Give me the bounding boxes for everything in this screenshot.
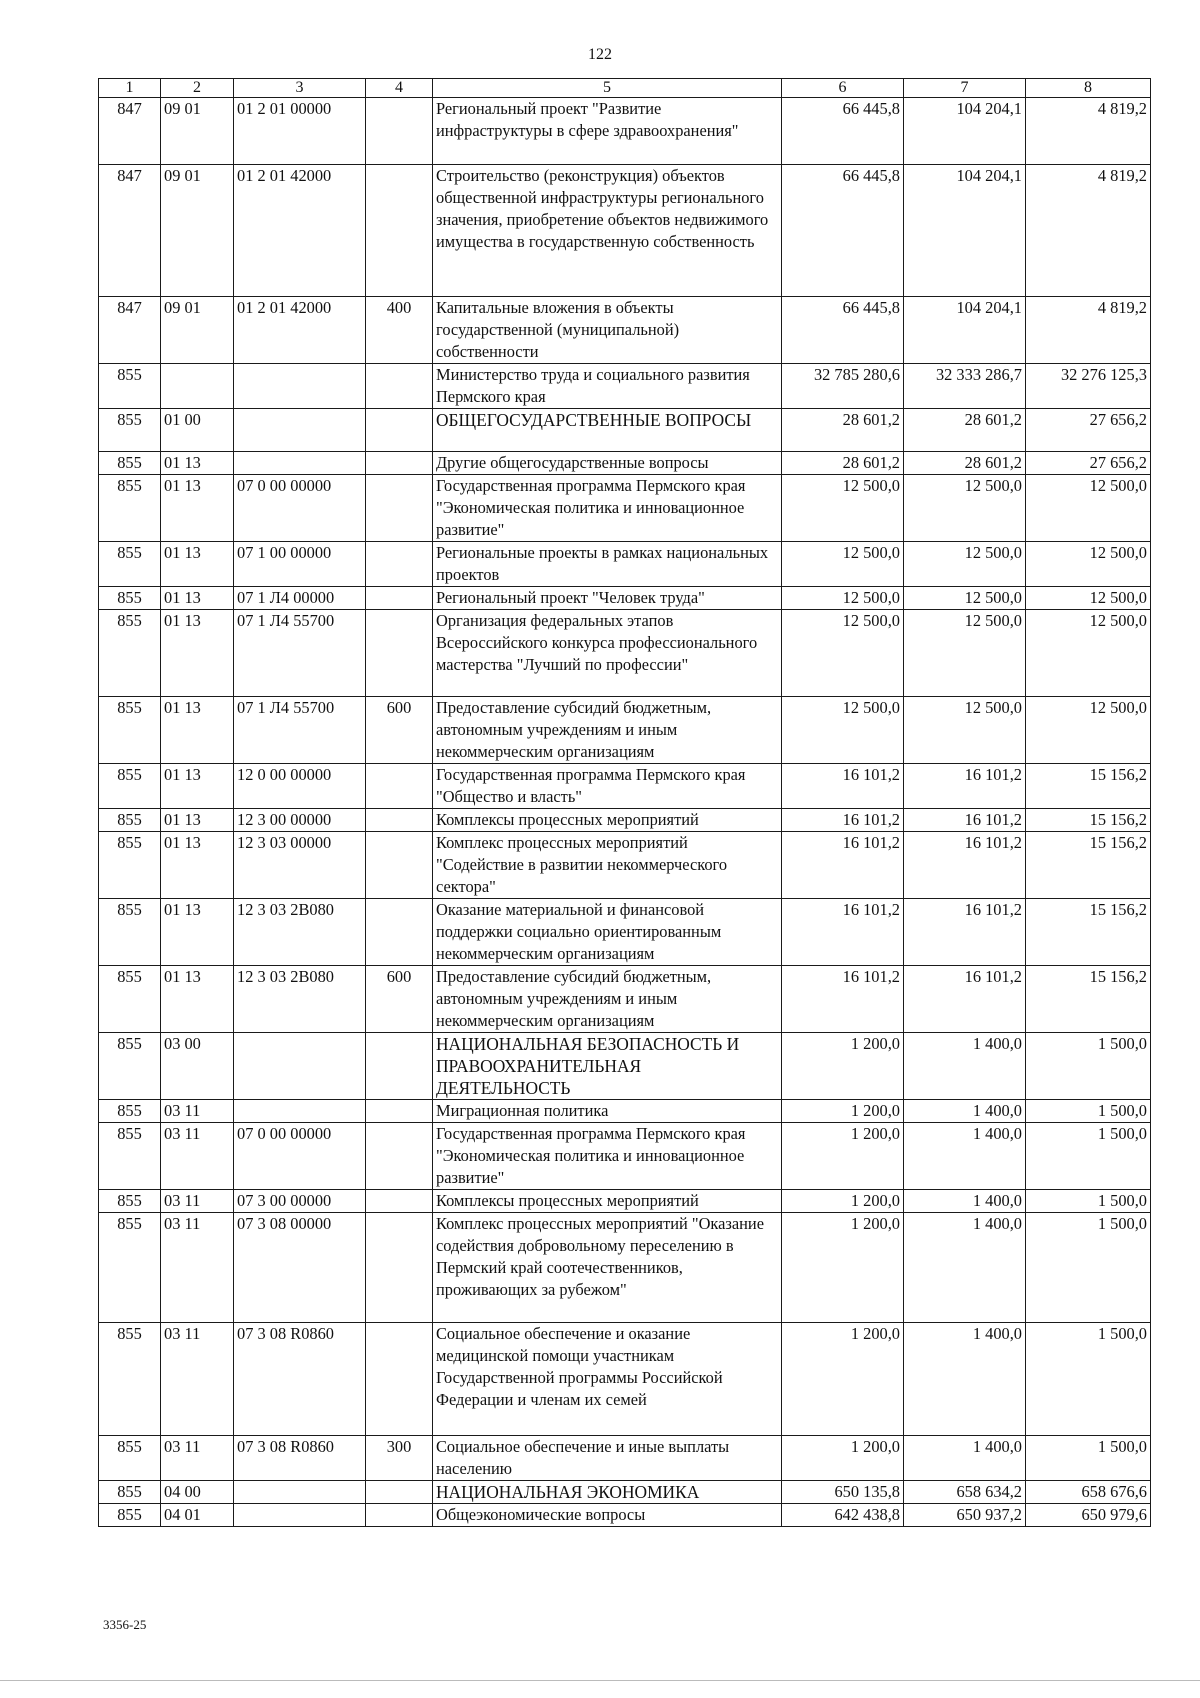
cell-target-code: 07 0 00 00000: [234, 1123, 366, 1190]
cell-admin-code: 855: [99, 1504, 161, 1527]
header-col-3: 3: [234, 79, 366, 98]
table-row: [99, 98, 1151, 165]
table-row: [99, 452, 1151, 475]
cell-expense-type: 300: [366, 1436, 433, 1481]
cell-expense-type: [366, 764, 433, 809]
cell-amount-col8: 4 819,2: [1026, 98, 1151, 165]
cell-amount-col8: 12 500,0: [1026, 697, 1151, 764]
table-row: [99, 587, 1151, 610]
cell-target-code: [234, 1033, 366, 1100]
cell-target-code: [234, 1504, 366, 1527]
cell-description: Министерство труда и социального развития Пермского края: [433, 364, 782, 409]
cell-amount-col7: 104 204,1: [904, 165, 1026, 297]
cell-section-code: 01 13: [161, 832, 234, 899]
cell-target-code: 07 0 00 00000: [234, 475, 366, 542]
cell-section-code: 01 13: [161, 542, 234, 587]
cell-section-code: 01 13: [161, 697, 234, 764]
cell-amount-col7: 16 101,2: [904, 899, 1026, 966]
cell-amount-col7: 16 101,2: [904, 809, 1026, 832]
cell-section-code: 03 11: [161, 1100, 234, 1123]
cell-description: Комплекс процессных мероприятий "Оказание содействия добровольному переселению в Пермский край соотечественников, проживающих за рубежом": [433, 1213, 782, 1323]
cell-description: ОБЩЕГОСУДАРСТВЕННЫЕ ВОПРОСЫ: [433, 409, 782, 452]
cell-description: Государственная программа Пермского края "Общество и власть": [433, 764, 782, 809]
cell-expense-type: [366, 587, 433, 610]
cell-expense-type: [366, 364, 433, 409]
cell-admin-code: 855: [99, 409, 161, 452]
cell-section-code: 09 01: [161, 98, 234, 165]
cell-amount-col8: 1 500,0: [1026, 1100, 1151, 1123]
cell-amount-col8: 650 979,6: [1026, 1504, 1151, 1527]
cell-admin-code: 847: [99, 297, 161, 364]
document-footer-code: 3356-25: [103, 1617, 147, 1632]
cell-amount-col6: 16 101,2: [782, 764, 904, 809]
cell-target-code: [234, 364, 366, 409]
cell-amount-col6: 28 601,2: [782, 409, 904, 452]
cell-target-code: 01 2 01 42000: [234, 297, 366, 364]
cell-amount-col7: 28 601,2: [904, 452, 1026, 475]
cell-amount-col6: 12 500,0: [782, 542, 904, 587]
table-row: [99, 966, 1151, 1033]
cell-amount-col7: 12 500,0: [904, 697, 1026, 764]
table-row: [99, 610, 1151, 697]
cell-amount-col6: 1 200,0: [782, 1100, 904, 1123]
cell-amount-col7: 650 937,2: [904, 1504, 1026, 1527]
header-col-5: 5: [433, 79, 782, 98]
cell-amount-col8: 1 500,0: [1026, 1323, 1151, 1436]
cell-amount-col6: 642 438,8: [782, 1504, 904, 1527]
cell-amount-col8: 4 819,2: [1026, 165, 1151, 297]
cell-target-code: 01 2 01 00000: [234, 98, 366, 165]
cell-amount-col6: 16 101,2: [782, 966, 904, 1033]
cell-amount-col6: 16 101,2: [782, 899, 904, 966]
header-col-6: 6: [782, 79, 904, 98]
cell-expense-type: [366, 1481, 433, 1504]
cell-admin-code: 855: [99, 1100, 161, 1123]
cell-admin-code: 855: [99, 452, 161, 475]
cell-admin-code: 855: [99, 1481, 161, 1504]
header-col-8: 8: [1026, 79, 1151, 98]
cell-amount-col6: 1 200,0: [782, 1436, 904, 1481]
cell-expense-type: 400: [366, 297, 433, 364]
cell-admin-code: 855: [99, 587, 161, 610]
cell-admin-code: 855: [99, 610, 161, 697]
cell-target-code: 07 1 Л4 00000: [234, 587, 366, 610]
cell-expense-type: [366, 1123, 433, 1190]
cell-target-code: 12 0 00 00000: [234, 764, 366, 809]
cell-admin-code: 847: [99, 165, 161, 297]
cell-section-code: 09 01: [161, 297, 234, 364]
cell-expense-type: [366, 832, 433, 899]
cell-description: Строительство (реконструкция) объектов общественной инфраструктуры регионального значения, приобретение объектов недвижимого имущества в государственную собственность: [433, 165, 782, 297]
cell-section-code: 09 01: [161, 165, 234, 297]
cell-target-code: 12 3 03 00000: [234, 832, 366, 899]
cell-amount-col7: 1 400,0: [904, 1033, 1026, 1100]
cell-description: Комплексы процессных мероприятий: [433, 1190, 782, 1213]
cell-section-code: 04 00: [161, 1481, 234, 1504]
cell-admin-code: 855: [99, 764, 161, 809]
cell-description: Миграционная политика: [433, 1100, 782, 1123]
cell-amount-col7: 1 400,0: [904, 1213, 1026, 1323]
cell-section-code: 01 13: [161, 966, 234, 1033]
cell-amount-col8: 1 500,0: [1026, 1190, 1151, 1213]
table-row: [99, 297, 1151, 364]
cell-amount-col8: 12 500,0: [1026, 542, 1151, 587]
cell-amount-col6: 650 135,8: [782, 1481, 904, 1504]
table-row: [99, 542, 1151, 587]
cell-amount-col7: 16 101,2: [904, 764, 1026, 809]
cell-admin-code: 855: [99, 475, 161, 542]
cell-amount-col8: 658 676,6: [1026, 1481, 1151, 1504]
header-row: [99, 79, 1151, 98]
cell-amount-col8: 15 156,2: [1026, 966, 1151, 1033]
cell-target-code: 07 3 08 R0860: [234, 1323, 366, 1436]
cell-target-code: [234, 409, 366, 452]
cell-amount-col7: 1 400,0: [904, 1123, 1026, 1190]
cell-section-code: 01 13: [161, 475, 234, 542]
cell-admin-code: 847: [99, 98, 161, 165]
cell-expense-type: [366, 1323, 433, 1436]
cell-description: Социальное обеспечение и иные выплаты населению: [433, 1436, 782, 1481]
cell-description: Государственная программа Пермского края "Экономическая политика и инновационное развитие": [433, 1123, 782, 1190]
cell-amount-col8: 15 156,2: [1026, 764, 1151, 809]
cell-expense-type: [366, 1504, 433, 1527]
table-row: [99, 809, 1151, 832]
cell-expense-type: [366, 1190, 433, 1213]
cell-admin-code: 855: [99, 1323, 161, 1436]
cell-amount-col6: 12 500,0: [782, 697, 904, 764]
cell-amount-col6: 1 200,0: [782, 1033, 904, 1100]
cell-expense-type: [366, 165, 433, 297]
cell-admin-code: 855: [99, 1436, 161, 1481]
cell-amount-col8: 1 500,0: [1026, 1213, 1151, 1323]
cell-target-code: 07 3 00 00000: [234, 1190, 366, 1213]
table-row: [99, 1504, 1151, 1527]
cell-expense-type: [366, 899, 433, 966]
cell-amount-col8: 1 500,0: [1026, 1123, 1151, 1190]
cell-target-code: 07 3 08 00000: [234, 1213, 366, 1323]
cell-target-code: 07 3 08 R0860: [234, 1436, 366, 1481]
table-row: [99, 1481, 1151, 1504]
cell-description: Предоставление субсидий бюджетным, автономным учреждениям и иным некоммерческим организациям: [433, 697, 782, 764]
cell-section-code: 01 13: [161, 587, 234, 610]
cell-target-code: 07 1 Л4 55700: [234, 610, 366, 697]
cell-admin-code: 855: [99, 1213, 161, 1323]
cell-amount-col8: 15 156,2: [1026, 809, 1151, 832]
cell-amount-col8: 1 500,0: [1026, 1033, 1151, 1100]
cell-amount-col8: 12 500,0: [1026, 610, 1151, 697]
cell-description: Капитальные вложения в объекты государственной (муниципальной) собственности: [433, 297, 782, 364]
cell-amount-col6: 16 101,2: [782, 832, 904, 899]
cell-amount-col7: 658 634,2: [904, 1481, 1026, 1504]
cell-section-code: 01 13: [161, 452, 234, 475]
header-col-1: 1: [99, 79, 161, 98]
cell-expense-type: [366, 1100, 433, 1123]
cell-expense-type: [366, 98, 433, 165]
cell-description: НАЦИОНАЛЬНАЯ ЭКОНОМИКА: [433, 1481, 782, 1504]
cell-target-code: [234, 452, 366, 475]
cell-amount-col7: 104 204,1: [904, 98, 1026, 165]
cell-amount-col7: 1 400,0: [904, 1190, 1026, 1213]
table-row: [99, 1213, 1151, 1323]
cell-target-code: [234, 1100, 366, 1123]
cell-amount-col6: 12 500,0: [782, 610, 904, 697]
cell-description: Другие общегосударственные вопросы: [433, 452, 782, 475]
cell-amount-col6: 66 445,8: [782, 297, 904, 364]
cell-amount-col7: 1 400,0: [904, 1323, 1026, 1436]
cell-amount-col8: 12 500,0: [1026, 475, 1151, 542]
cell-admin-code: 855: [99, 364, 161, 409]
cell-expense-type: [366, 1213, 433, 1323]
cell-description: Комплекс процессных мероприятий "Содействие в развитии некоммерческого сектора": [433, 832, 782, 899]
cell-amount-col6: 1 200,0: [782, 1190, 904, 1213]
cell-amount-col7: 1 400,0: [904, 1436, 1026, 1481]
cell-description: Оказание материальной и финансовой поддержки социально ориентированным некоммерческим организациям: [433, 899, 782, 966]
cell-description: Региональный проект "Развитие инфраструктуры в сфере здравоохранения": [433, 98, 782, 165]
cell-admin-code: 855: [99, 697, 161, 764]
cell-description: Региональный проект "Человек труда": [433, 587, 782, 610]
cell-section-code: 03 11: [161, 1213, 234, 1323]
table-row: [99, 1323, 1151, 1436]
cell-target-code: 12 3 00 00000: [234, 809, 366, 832]
cell-amount-col7: 16 101,2: [904, 832, 1026, 899]
header-col-7: 7: [904, 79, 1026, 98]
cell-expense-type: [366, 542, 433, 587]
cell-description: Государственная программа Пермского края "Экономическая политика и инновационное развитие": [433, 475, 782, 542]
cell-expense-type: [366, 475, 433, 542]
cell-section-code: 03 11: [161, 1323, 234, 1436]
header-col-2: 2: [161, 79, 234, 98]
cell-admin-code: 855: [99, 899, 161, 966]
cell-expense-type: [366, 409, 433, 452]
cell-description: Организация федеральных этапов Всероссийского конкурса профессионального мастерства "Лучший по профессии": [433, 610, 782, 697]
cell-description: Общеэкономические вопросы: [433, 1504, 782, 1527]
cell-section-code: 01 00: [161, 409, 234, 452]
cell-admin-code: 855: [99, 1123, 161, 1190]
cell-amount-col6: 32 785 280,6: [782, 364, 904, 409]
cell-amount-col6: 1 200,0: [782, 1123, 904, 1190]
cell-amount-col8: 1 500,0: [1026, 1436, 1151, 1481]
cell-amount-col7: 104 204,1: [904, 297, 1026, 364]
table-row: [99, 1190, 1151, 1213]
cell-amount-col8: 27 656,2: [1026, 452, 1151, 475]
table-row: [99, 1436, 1151, 1481]
table-row: [99, 475, 1151, 542]
table-body: [99, 98, 1151, 1527]
cell-admin-code: 855: [99, 966, 161, 1033]
cell-target-code: 07 1 Л4 55700: [234, 697, 366, 764]
cell-amount-col7: 12 500,0: [904, 475, 1026, 542]
table-row: [99, 1123, 1151, 1190]
cell-amount-col6: 16 101,2: [782, 809, 904, 832]
table-row: [99, 764, 1151, 809]
cell-section-code: 04 01: [161, 1504, 234, 1527]
cell-amount-col7: 16 101,2: [904, 966, 1026, 1033]
page-number: 122: [588, 46, 612, 63]
table-row: [99, 165, 1151, 297]
cell-amount-col6: 12 500,0: [782, 587, 904, 610]
cell-amount-col8: 4 819,2: [1026, 297, 1151, 364]
cell-expense-type: 600: [366, 697, 433, 764]
cell-section-code: 01 13: [161, 610, 234, 697]
cell-section-code: 03 11: [161, 1123, 234, 1190]
cell-section-code: 01 13: [161, 764, 234, 809]
cell-section-code: 01 13: [161, 899, 234, 966]
cell-amount-col7: 32 333 286,7: [904, 364, 1026, 409]
cell-target-code: 07 1 00 00000: [234, 542, 366, 587]
cell-amount-col7: 12 500,0: [904, 542, 1026, 587]
cell-amount-col6: 1 200,0: [782, 1213, 904, 1323]
cell-target-code: [234, 1481, 366, 1504]
cell-description: Региональные проекты в рамках национальных проектов: [433, 542, 782, 587]
cell-expense-type: [366, 809, 433, 832]
budget-table: [98, 78, 1151, 1527]
header-col-4: 4: [366, 79, 433, 98]
cell-description: Социальное обеспечение и оказание медицинской помощи участникам Государственной программы Российской Федерации и членам их семей: [433, 1323, 782, 1436]
cell-admin-code: 855: [99, 832, 161, 899]
cell-expense-type: [366, 610, 433, 697]
table-row: [99, 1033, 1151, 1100]
table-row: [99, 697, 1151, 764]
cell-section-code: 03 00: [161, 1033, 234, 1100]
cell-amount-col8: 27 656,2: [1026, 409, 1151, 452]
cell-description: НАЦИОНАЛЬНАЯ БЕЗОПАСНОСТЬ И ПРАВООХРАНИТЕЛЬНАЯ ДЕЯТЕЛЬНОСТЬ: [433, 1033, 782, 1100]
cell-amount-col6: 66 445,8: [782, 165, 904, 297]
table-row: [99, 1100, 1151, 1123]
cell-amount-col6: 1 200,0: [782, 1323, 904, 1436]
cell-amount-col8: 15 156,2: [1026, 899, 1151, 966]
cell-amount-col8: 32 276 125,3: [1026, 364, 1151, 409]
cell-target-code: 01 2 01 42000: [234, 165, 366, 297]
cell-expense-type: [366, 1033, 433, 1100]
cell-target-code: 12 3 03 2В080: [234, 966, 366, 1033]
cell-amount-col7: 12 500,0: [904, 610, 1026, 697]
cell-section-code: 01 13: [161, 809, 234, 832]
cell-amount-col7: 12 500,0: [904, 587, 1026, 610]
cell-amount-col6: 28 601,2: [782, 452, 904, 475]
cell-admin-code: 855: [99, 809, 161, 832]
cell-target-code: 12 3 03 2В080: [234, 899, 366, 966]
cell-admin-code: 855: [99, 1190, 161, 1213]
table-row: [99, 409, 1151, 452]
cell-section-code: [161, 364, 234, 409]
cell-amount-col8: 12 500,0: [1026, 587, 1151, 610]
cell-description: Комплексы процессных мероприятий: [433, 809, 782, 832]
table-row: [99, 364, 1151, 409]
cell-amount-col6: 12 500,0: [782, 475, 904, 542]
cell-amount-col7: 28 601,2: [904, 409, 1026, 452]
cell-amount-col7: 1 400,0: [904, 1100, 1026, 1123]
cell-admin-code: 855: [99, 1033, 161, 1100]
page-bottom-edge: [0, 1680, 1200, 1681]
table-row: [99, 832, 1151, 899]
cell-expense-type: 600: [366, 966, 433, 1033]
cell-amount-col6: 66 445,8: [782, 98, 904, 165]
cell-section-code: 03 11: [161, 1190, 234, 1213]
table-row: [99, 899, 1151, 966]
cell-section-code: 03 11: [161, 1436, 234, 1481]
cell-expense-type: [366, 452, 433, 475]
cell-description: Предоставление субсидий бюджетным, автономным учреждениям и иным некоммерческим организациям: [433, 966, 782, 1033]
cell-amount-col8: 15 156,2: [1026, 832, 1151, 899]
cell-admin-code: 855: [99, 542, 161, 587]
